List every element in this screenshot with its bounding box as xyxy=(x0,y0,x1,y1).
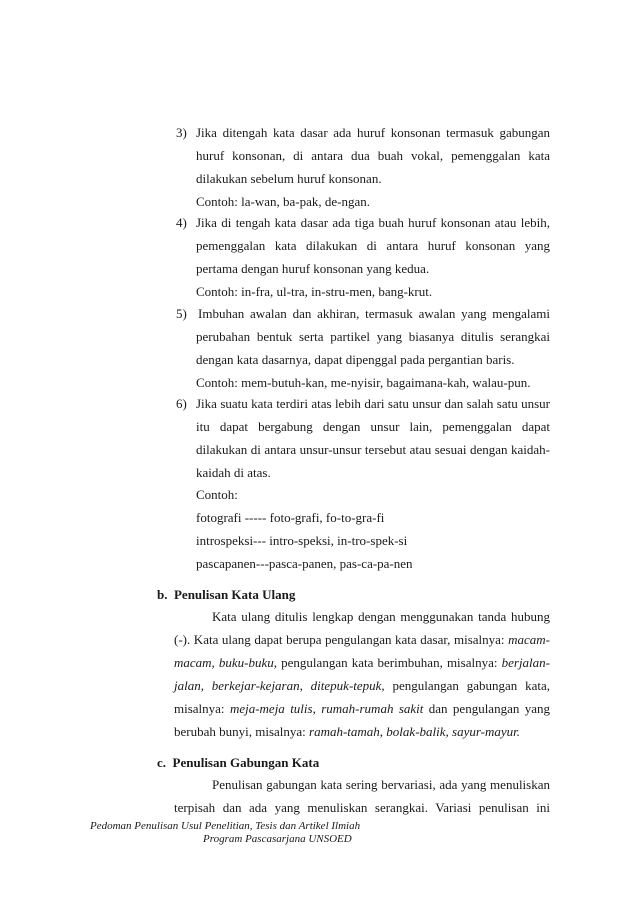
section-c-line-1: Penulisan gabungan kata sering bervariasi, ada yang menuliskan xyxy=(212,777,550,792)
section-b-line-5: misalnya: meja-meja tulis, rumah-rumah sakit dan pengulangan yang xyxy=(174,701,551,716)
item-5-example: Contoh: mem-butuh-kan, me-nyisir, bagaimana-kah, walau-pun. xyxy=(196,375,531,390)
section-b-line-2: (-). Kata ulang dapat berupa pengulangan kata dasar, misalnya: macam- xyxy=(174,632,550,647)
item-6-example-label: Contoh: xyxy=(196,487,238,502)
item-6-line-1: Jika suatu kata terdiri atas lebih dari satu unsur dan salah satu unsur xyxy=(196,396,550,411)
section-b-line-1: Kata ulang ditulis lengkap dengan menggunakan tanda hubung xyxy=(212,609,550,624)
item-5-line-1: Imbuhan awalan dan akhiran, termasuk awalan yang mengalami xyxy=(198,306,550,321)
footer-line-2: Program Pascasarjana UNSOED xyxy=(203,833,352,845)
section-b-line-3: macam, buku-buku, pengulangan kata berimbuhan, misalnya: berjalan- xyxy=(174,655,550,670)
item-4-example: Contoh: in-fra, ul-tra, in-stru-men, bang-krut. xyxy=(196,284,433,299)
item-number: 5) xyxy=(176,306,187,321)
section-b-line-6: berubah bunyi, misalnya: ramah-tamah, bolak-balik, sayur-mayur. xyxy=(174,724,520,739)
item-4-line-2: pemenggalan kata dilakukan di antara huruf konsonan yang xyxy=(196,238,550,253)
item-3-line-2: huruf konsonan, di antara dua buah vokal, pemenggalan kata xyxy=(196,148,550,163)
section-c-heading xyxy=(157,755,319,771)
item-3-line-3: dilakukan sebelum huruf konsonan. xyxy=(196,171,382,186)
item-5-line-3: dengan kata dasarnya, dapat dipenggal pada pergantian baris. xyxy=(196,352,515,367)
item-6-example-3: pascapanen---pasca-panen, pas-ca-pa-nen xyxy=(196,556,413,571)
section-c-title: Penulisan Gabungan Kata xyxy=(172,755,320,770)
section-b-line-4: jalan, berkejar-kejaran, ditepuk-tepuk, pengulangan gabungan kata, xyxy=(174,678,550,693)
item-6-line-3: dilakukan di antara unsur-unsur tersebut atau sesuai dengan kaidah- xyxy=(196,442,550,457)
item-3-line-1: Jika ditengah kata dasar ada huruf konsonan termasuk gabungan xyxy=(196,125,550,140)
item-4-line-3: pertama dengan huruf konsonan yang kedua. xyxy=(196,261,430,276)
item-3-example: Contoh: la-wan, ba-pak, de-ngan. xyxy=(196,194,371,209)
footer-line-1: Pedoman Penulisan Usul Penelitian, Tesis dan Artikel Ilmiah xyxy=(90,820,361,832)
item-number: 3) xyxy=(176,125,187,140)
section-b-title: Penulisan Kata Ulang xyxy=(173,587,296,602)
item-number: 6) xyxy=(176,396,187,411)
item-6-line-2: itu dapat bergabung dengan unsur lain, pemenggalan dapat xyxy=(196,419,550,434)
item-number: 4) xyxy=(176,215,187,230)
item-5-line-2: perubahan bentuk serta partikel yang biasanya ditulis serangkai xyxy=(196,329,550,344)
section-b-heading xyxy=(157,587,295,603)
section-c-letter: c. xyxy=(157,755,167,770)
item-4-line-1: Jika di tengah kata dasar ada tiga buah huruf konsonan atau lebih, xyxy=(196,215,550,230)
section-b-letter: b. xyxy=(157,587,168,602)
section-c-line-2: terpisah dan ada yang menuliskan serangkai. Variasi penulisan ini xyxy=(174,800,550,815)
item-6-example-1: fotografi ----- foto-grafi, fo-to-gra-fi xyxy=(196,510,385,525)
item-6-example-2: introspeksi--- intro-speksi, in-tro-spek-si xyxy=(196,533,408,548)
item-6-line-4: kaidah di atas. xyxy=(196,465,271,480)
